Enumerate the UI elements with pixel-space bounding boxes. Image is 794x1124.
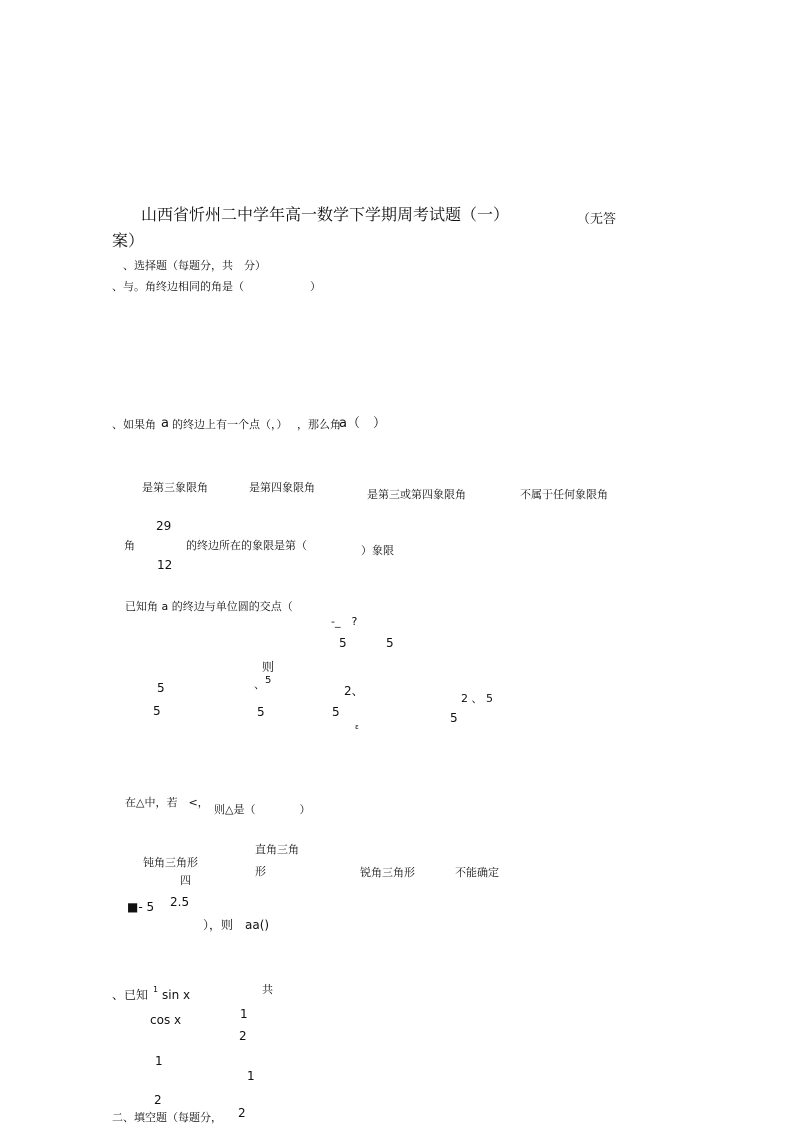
title-note-continued: 案）	[112, 231, 145, 250]
question-3-denominator: 12	[157, 558, 173, 572]
question-2-var-a-paren: a（ ）	[339, 416, 386, 431]
question-4-stem: 已知角 a 的终边与单位圆的交点（	[125, 600, 293, 613]
question-5-option-c: 锐角三角形	[360, 866, 415, 879]
question-2-option-c: 是第三或第四象限角	[367, 488, 466, 501]
question-3-numerator: 29	[156, 519, 172, 533]
question-2-option-a: 是第三象限角	[142, 481, 208, 494]
question-3-stem: 的终边所在的象限是第（	[186, 539, 307, 552]
question-4-option-b-sup: 5	[265, 675, 272, 686]
question-5-option-a: 钝角三角形	[143, 856, 198, 869]
title-note: （无答	[577, 212, 617, 227]
question-2-option-b: 是第四象限角	[249, 481, 315, 494]
question-4-option-a-top: 5	[157, 681, 165, 695]
question-2-stem-suffix: ，那么角	[297, 418, 341, 431]
question-1-stem: 、与。角终边相同的角是（ ）	[112, 280, 321, 293]
question-7-num-4: 1	[247, 1069, 255, 1083]
question-2-stem-mid: 的终边上有一个点（，）	[172, 418, 288, 431]
question-4-fraction-top: -_ ?	[331, 615, 358, 628]
question-7-gong: 共	[262, 983, 273, 996]
section-1-header: 、选择题（每题分，共 分）	[123, 259, 266, 272]
question-6-tail: ），则 aa()	[203, 918, 270, 932]
question-5-stem: 在△中，若 <，	[125, 796, 209, 809]
question-7-prefix: 、已知	[112, 988, 149, 1002]
question-7-cos-x: cos x	[150, 1013, 182, 1027]
question-6-left: ■- 5	[127, 900, 155, 914]
question-4-option-d-top: 2 、 5	[461, 692, 493, 705]
question-2-var-a: a	[161, 416, 169, 431]
question-7-num-2: 2	[239, 1029, 247, 1043]
question-2-option-d: 不属于任何象限角	[520, 488, 608, 501]
question-7-num-1: 1	[240, 1007, 248, 1021]
section-2-header: 二、填空题（每题分，	[112, 1111, 222, 1124]
question-5-option-a-mark: 四	[180, 874, 191, 887]
question-3-suffix: ）象限	[361, 544, 394, 557]
question-7-sin-x: sin x	[162, 988, 191, 1002]
question-7-num-3: 1	[155, 1054, 163, 1068]
question-7-sup: 1	[153, 985, 159, 994]
question-4-option-a-bottom: 5	[153, 704, 161, 718]
section-2-number: 2	[238, 1106, 246, 1120]
question-3-prefix: 角	[124, 539, 135, 552]
question-4-option-c-bottom: 5	[332, 705, 340, 719]
question-5-then: 则△是（ ）	[214, 803, 311, 816]
question-4-then: 则	[262, 660, 275, 674]
question-2-prefix: 、如果角	[112, 418, 156, 431]
question-4-option-b-mark: 、	[254, 678, 265, 691]
question-5-option-d: 不能确定	[455, 866, 499, 879]
question-6-value: 2.5	[170, 895, 190, 909]
question-4-fraction-denominator-2: 5	[386, 636, 394, 650]
question-7-num-5: 2	[154, 1093, 162, 1107]
question-4-option-b-bottom: 5	[257, 705, 265, 719]
question-5-option-b-line1: 直角三角	[255, 843, 299, 856]
question-5-option-b-line2: 形	[255, 865, 266, 878]
question-4-option-c-top: 2、	[344, 684, 364, 698]
question-4-option-d-bottom: 5	[450, 711, 458, 725]
page-title: 山西省忻州二中学年高一数学下学期周考试题（一）	[141, 205, 510, 224]
question-4-option-c-fragment: ε	[355, 723, 359, 731]
question-4-fraction-denominator-1: 5	[339, 636, 347, 650]
